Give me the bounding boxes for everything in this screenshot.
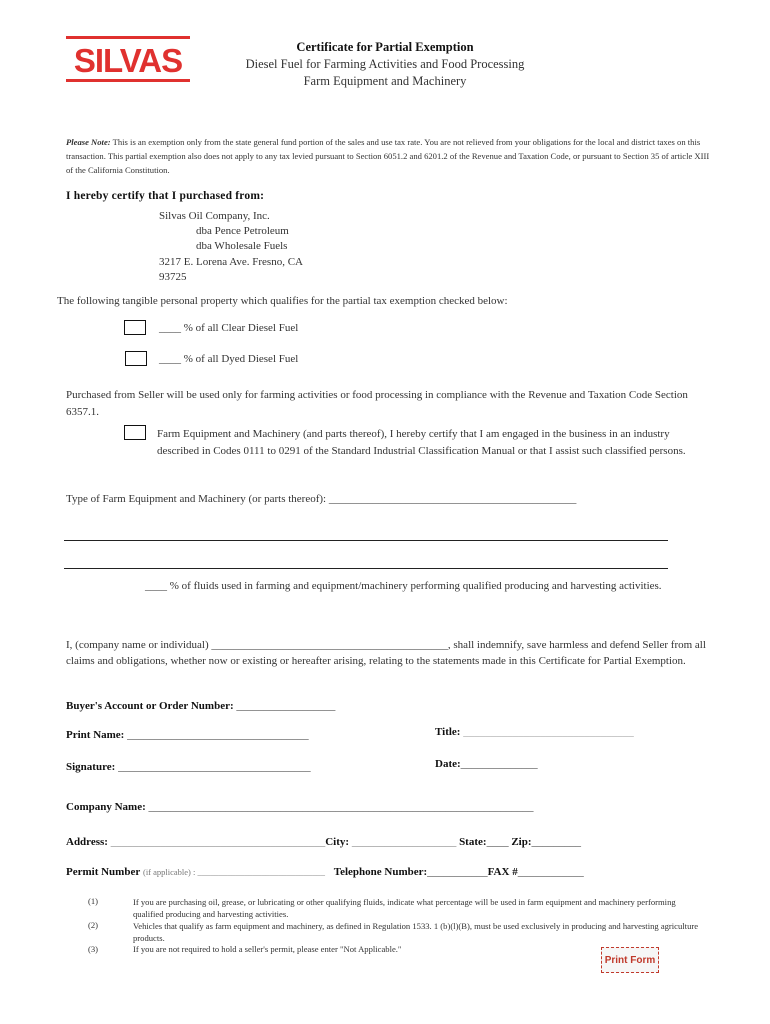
property-intro: The following tangible personal property which qualifies for the partial tax exemption checked below: <box>57 295 508 307</box>
blank-line-2 <box>64 568 668 569</box>
company-name-blank[interactable]: ______________________________________________________________________ <box>148 801 534 813</box>
please-note <box>66 135 716 177</box>
signature-blank[interactable]: ___________________________________ <box>118 761 311 773</box>
date-label: Date: <box>435 758 461 770</box>
print-name-field[interactable] <box>66 729 309 741</box>
city-blank[interactable]: ___________________ <box>351 836 457 848</box>
fax-label: FAX # <box>487 866 518 878</box>
telephone-blank[interactable]: ___________ <box>427 866 488 878</box>
title-blank[interactable]: _______________________________ <box>463 726 634 738</box>
account-number-field[interactable] <box>66 700 335 712</box>
date-field[interactable] <box>435 758 538 770</box>
signature-field[interactable] <box>66 761 311 773</box>
footnote-1-text: If you are purchasing oil, grease, or lubricating or other qualifying fluids, indicate what percentage will be used in farm equipment and machinery performing qualified producing and harvesting activities. <box>133 897 676 919</box>
state-blank[interactable]: ____ <box>486 836 509 848</box>
company-name-label: Company Name: <box>66 801 146 813</box>
form-subtitle-1: Diesel Fuel for Farming Activities and Food Processing <box>245 57 525 71</box>
silvas-logo <box>66 36 190 82</box>
title-field[interactable] <box>435 726 634 738</box>
title-label: Title: <box>435 726 461 738</box>
seller-name: Silvas Oil Company, Inc. <box>159 210 270 222</box>
permit-row[interactable] <box>66 866 584 878</box>
city-label: City: <box>325 836 350 848</box>
seller-zip: 93725 <box>159 271 187 283</box>
dyed-diesel-checkbox[interactable] <box>125 351 147 366</box>
seller-dba-2: dba Wholesale Fuels <box>196 240 288 252</box>
permit-blank[interactable]: (if applicable) : ______________________________ <box>142 867 325 877</box>
company-name-field[interactable] <box>66 801 534 813</box>
dyed-diesel-label: ____ % of all Dyed Diesel Fuel <box>159 353 299 365</box>
logo-text: SILVAS <box>73 42 183 79</box>
purchased-statement: Purchased from Seller will be used only for farming activities or food processing in compliance with the Revenue and Taxation Code Section 6357.1. <box>66 389 688 418</box>
zip-blank[interactable]: _________ <box>531 836 581 848</box>
seller-dba-1: dba Pence Petroleum <box>196 225 289 237</box>
print-name-blank[interactable]: _________________________________ <box>127 729 309 741</box>
form-subtitle-2: Farm Equipment and Machinery <box>303 74 467 88</box>
clear-diesel-label: ____ % of all Clear Diesel Fuel <box>159 322 299 334</box>
indemnify-statement: I, (company name or individual) ___________________________________________, shall indemnify, save harmless and defend Seller from all claims and obligations, whether now or existing or hereafter arising, relating to the statements made in this Certificate for Partial Exemption. <box>66 639 706 667</box>
address-blank[interactable]: _______________________________________ <box>110 836 326 848</box>
footnote-3-text: If you are not required to hold a seller's permit, please enter "Not Applicable." <box>133 944 402 954</box>
seller-street: 3217 E. Lorena Ave. Fresno, CA <box>159 256 303 268</box>
footnote-3-num: (3) <box>88 944 99 954</box>
permit-label: Permit Number <box>66 866 141 878</box>
state-label: State: <box>459 836 487 848</box>
account-number-blank[interactable]: __________________ <box>236 700 336 712</box>
address-label: Address: <box>66 836 108 848</box>
note-text: This is an exemption only from the state general fund portion of the sales and use tax rate. You are not relieved from your obligations for the local and district taxes on this transaction. This partial exemption also does not apply to any tax levied pursuant to Section 6051.2 and 6201.2 of the Revenue and Taxation Code, or pursuant to Section 35 of article XIII of the California Constitution. <box>66 137 710 175</box>
farm-equipment-statement: Farm Equipment and Machinery (and parts thereof), I hereby certify that I am engaged in the business in an industry described in Codes 0111 to 0291 of the Standard Industrial Classification Manual or that I assist such classified persons. <box>157 428 686 457</box>
footnote-2-text: Vehicles that qualify as farm equipment and machinery, as defined in Regulation 1533. 1 (b)(l)(B), must be used exclusively in producing and harvesting agriculture products. <box>133 921 699 943</box>
footnote-2-num: (2) <box>88 920 99 930</box>
address-row[interactable] <box>66 836 581 848</box>
farm-equipment-checkbox[interactable] <box>124 425 146 440</box>
account-number-label: Buyer's Account or Order Number: <box>66 700 234 712</box>
fax-blank[interactable]: ____________ <box>517 866 584 878</box>
date-blank[interactable]: ______________ <box>460 758 538 770</box>
telephone-label: Telephone Number: <box>333 866 428 878</box>
print-name-label: Print Name: <box>66 729 125 741</box>
print-form-button[interactable]: Print Form <box>601 947 659 973</box>
certify-heading: I hereby certify that I purchased from: <box>66 190 265 202</box>
blank-line-1 <box>64 540 668 541</box>
equipment-type-field[interactable]: Type of Farm Equipment and Machinery (or parts thereof): _____________________________________________ <box>66 493 577 505</box>
note-label: Please Note: <box>66 137 111 147</box>
fluids-statement: ____ % of fluids used in farming and equipment/machinery performing qualified producing and harvesting activities. <box>145 580 662 592</box>
clear-diesel-checkbox[interactable] <box>124 320 146 335</box>
footnote-1-num: (1) <box>88 896 99 906</box>
signature-label: Signature: <box>66 761 116 773</box>
zip-label: Zip: <box>511 836 532 848</box>
form-title: Certificate for Partial Exemption <box>296 40 474 54</box>
